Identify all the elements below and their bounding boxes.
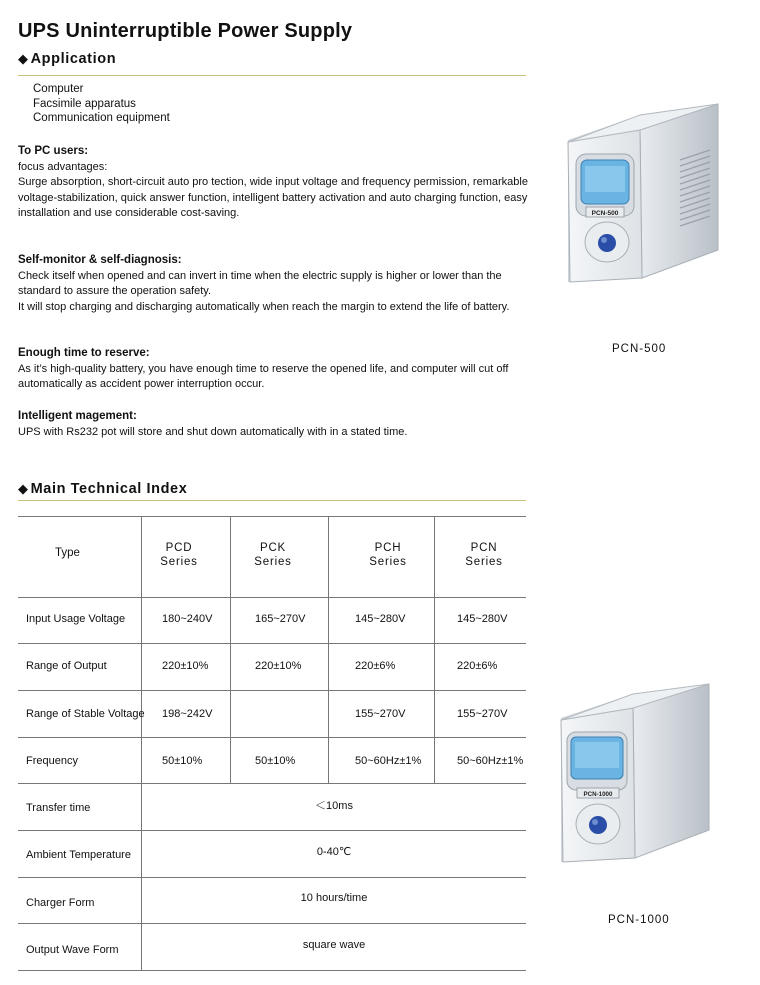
table-cell: 220±6% (355, 660, 396, 672)
product-caption: PCN-500 (612, 343, 667, 355)
table-cell: square wave (302, 939, 366, 951)
table-cell: 198~242V (162, 708, 213, 720)
table-cell: 50~60Hz±1% (457, 755, 524, 767)
table-col-line (328, 516, 329, 783)
table-cell: 180~240V (162, 613, 213, 625)
list-item: Computer (33, 83, 84, 95)
table-row-line (18, 783, 526, 784)
table-row-line (18, 830, 526, 831)
ups-illustration (560, 100, 725, 295)
paragraph-line: automatically as accident power interruption occur. (18, 378, 265, 390)
series-header (351, 541, 425, 569)
table-cell: 10 hours/time (300, 892, 368, 904)
product-caption: PCN-1000 (608, 914, 670, 926)
reserve-heading: Enough time to reserve: (18, 347, 150, 359)
table-col-line (434, 516, 435, 783)
ups-pcn1000-image (553, 680, 718, 875)
diamond-bullet-icon: ◆ (18, 481, 29, 496)
paragraph-line: It will stop charging and discharging automatically when reach the margin to extend the life of battery. (18, 300, 510, 313)
row-label: Range of Stable Voltage (26, 708, 145, 720)
series-suffix: Series (465, 556, 503, 568)
table-row-line (18, 643, 526, 644)
application-list (33, 82, 170, 126)
paragraph-line: UPS with Rs232 pot will store and shut down automatically with in a stated time. (18, 425, 408, 438)
row-label: Ambient Temperature (26, 849, 131, 861)
table-cell: 155~270V (457, 708, 508, 720)
series-header (142, 541, 216, 569)
paragraph-line: As it’s high-quality battery, you have enough time to reserve the opened life, and computer will cut off (18, 362, 509, 375)
table-row-line (18, 690, 526, 691)
reserve-block (18, 346, 538, 393)
table-cell: 155~270V (355, 708, 406, 720)
table-cell: 220±10% (162, 660, 209, 672)
paragraph-line: focus advantages: (18, 160, 108, 173)
table-row-line (18, 597, 526, 598)
table-cell: 50~60Hz±1% (355, 755, 422, 767)
pc-users-heading: To PC users: (18, 145, 89, 157)
diamond-bullet-icon: ◆ (18, 51, 29, 66)
series-header (236, 541, 310, 569)
paragraph-line: installation and use considerable cost-saving. (18, 207, 240, 219)
row-label: Input Usage Voltage (26, 613, 126, 625)
tech-heading-text: Main Technical Index (30, 481, 188, 497)
table-cell: ＜10ms (315, 800, 353, 812)
table-cell: 220±10% (255, 660, 302, 672)
table-cell: 220±6% (457, 660, 498, 672)
table-row-line (18, 877, 526, 878)
row-label: Charger Form (26, 897, 95, 909)
management-heading: Intelligent magement: (18, 410, 137, 422)
row-label: Transfer time (26, 802, 91, 814)
table-row-line (18, 737, 526, 738)
series-header (447, 541, 521, 569)
table-cell: 0-40℃ (316, 846, 352, 858)
ups-illustration (553, 680, 718, 875)
table-row-line (18, 923, 526, 924)
management-block (18, 409, 538, 440)
table-cell: 50±10% (162, 755, 203, 767)
series-name: PCN (470, 542, 498, 554)
list-item: Facsimile apparatus (33, 97, 136, 110)
type-header: Type (55, 547, 80, 559)
list-item: Communication equipment (33, 112, 170, 124)
row-label: Output Wave Form (26, 944, 119, 956)
series-suffix: Series (254, 556, 292, 568)
paragraph-line: standard to assure the operation safety. (18, 285, 212, 297)
self-monitor-heading: Self-monitor & self-diagnosis: (18, 254, 182, 266)
series-name: PCD (165, 542, 193, 554)
paragraph-line: Check itself when opened and can invert in time when the electric supply is higher or lower than the (18, 269, 502, 282)
panel-label: PCN-500 (591, 210, 619, 217)
table-col-line (230, 516, 231, 783)
table-cell: 165~270V (255, 613, 306, 625)
tech-heading (18, 481, 187, 497)
application-heading-text: Application (30, 51, 117, 67)
application-heading (18, 51, 116, 67)
series-name: PCK (259, 542, 287, 554)
paragraph-line: voltage-stabilization, quick answer function, intelligent battery activation and auto charging function, easy (18, 191, 528, 204)
panel-label: PCN-1000 (583, 791, 613, 798)
tech-rule (18, 500, 526, 501)
series-suffix: Series (160, 556, 198, 568)
table-cell: 145~280V (355, 613, 406, 625)
row-label: Range of Output (26, 660, 107, 672)
pc-users-block (18, 144, 538, 222)
table-cell: 50±10% (255, 755, 296, 767)
table-cell: 145~280V (457, 613, 508, 625)
row-label: Frequency (26, 755, 78, 767)
page-title: UPS Uninterruptible Power Supply (18, 20, 353, 42)
table-border-top (18, 516, 526, 517)
table-row-line (18, 970, 526, 971)
paragraph-line: Surge absorption, short-circuit auto pro tection, wide input voltage and frequency permission, remarkable (18, 176, 528, 188)
self-monitor-block (18, 253, 538, 315)
series-suffix: Series (369, 556, 407, 568)
application-rule (18, 75, 526, 76)
series-name: PCH (374, 542, 402, 554)
ups-pcn500-image (560, 100, 725, 295)
